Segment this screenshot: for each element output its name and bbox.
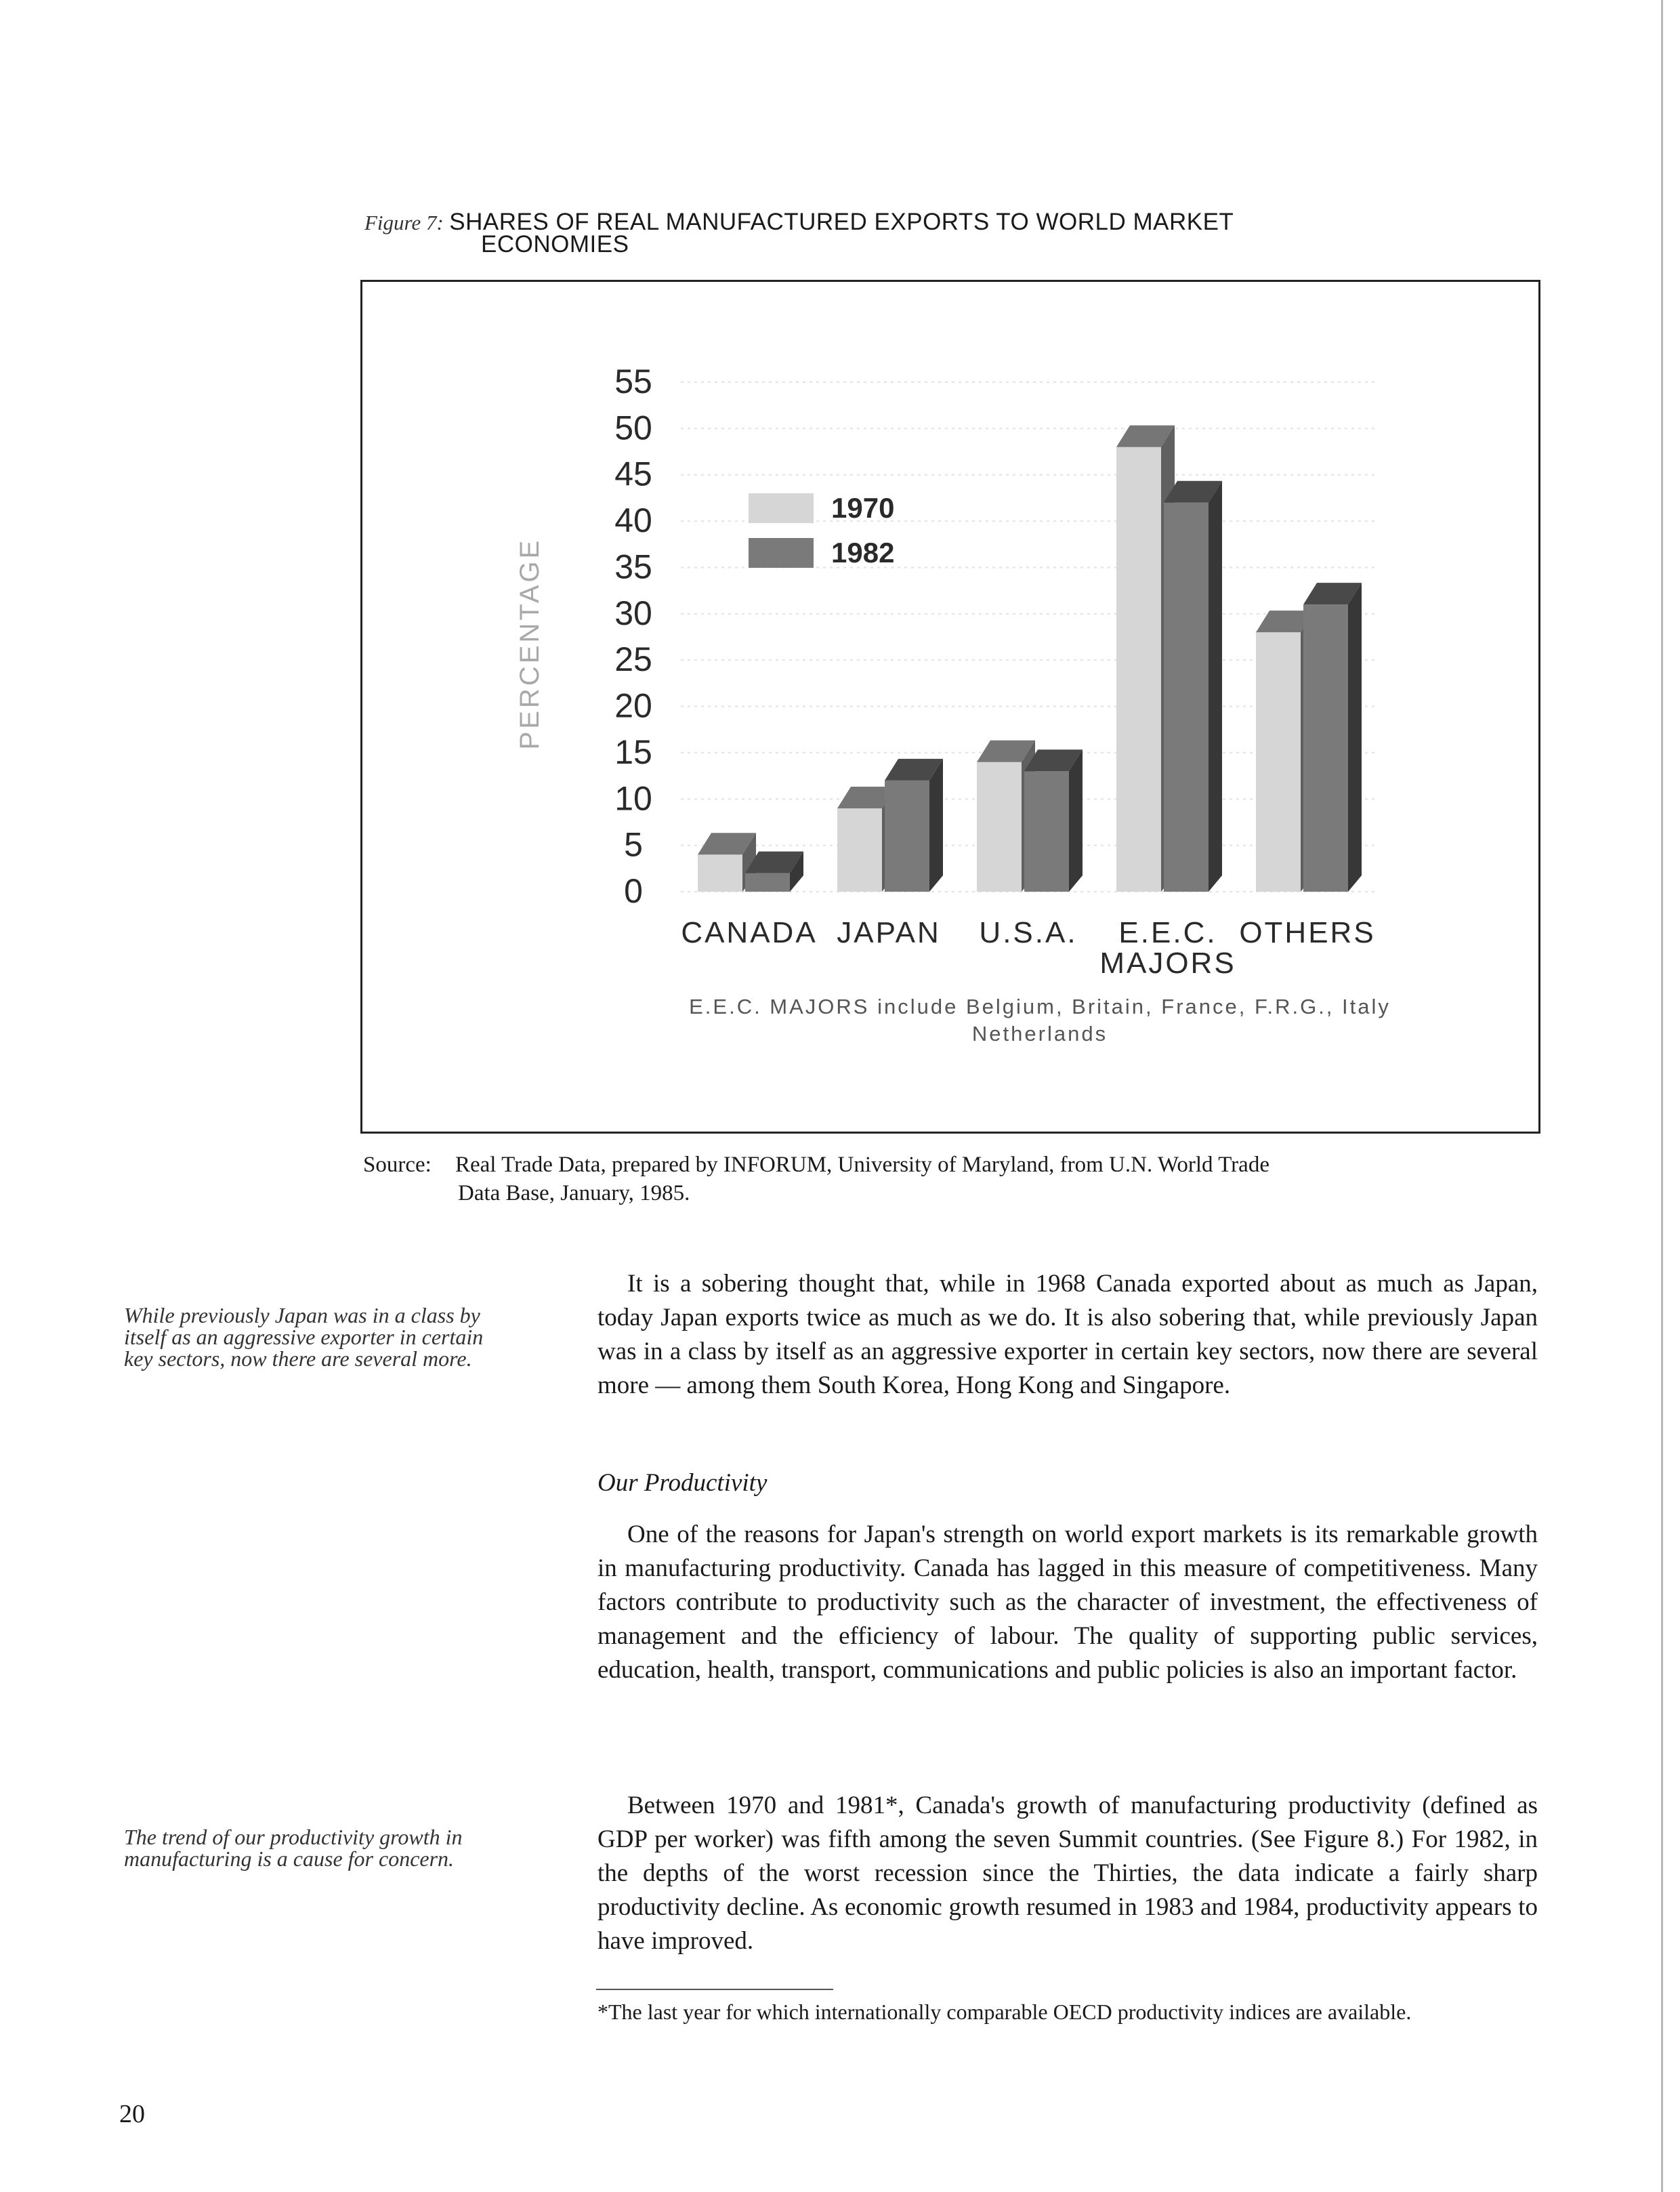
body-paragraph: It is a sobering thought that, while in 1968 Canada exported about as much as Japan, today Japan exports twice as much as we do. It is also sobering that, while previously Japan was in a class by itself as an aggressive exporter in certain key sectors, now there are several more — among them South Korea, Hong Kong and Singapore.	[597, 1270, 1538, 1399]
y-tick-label: 50	[614, 409, 652, 447]
figure-title: SHARES OF REAL MANUFACTURED EXPORTS TO WORLD MARKET	[449, 209, 1234, 235]
page-edge-line	[1661, 0, 1663, 2192]
bar-front	[745, 873, 790, 892]
x-category-label: CANADA	[681, 916, 818, 949]
figure-source	[363, 1151, 1515, 1207]
figure-caption	[364, 211, 1381, 255]
body-paragraph: Between 1970 and 1981*, Canada's growth of manufacturing productivity (defined as GDP per worker) was fifth among the seven Summit countries. (See Figure 8.) For 1982, in the depths of the worst recession since the Thirties, the data indicate a fairly sharp productivity decline. As economic growth resumed in 1983 and 1984, productivity appears to have improved.	[597, 1792, 1538, 1955]
legend-label: 1982	[831, 537, 895, 568]
y-tick-label: 35	[614, 547, 652, 586]
chart-frame	[360, 280, 1540, 1134]
y-tick-label: 40	[614, 501, 652, 540]
bar-side	[1209, 481, 1222, 892]
y-tick-label: 15	[614, 732, 652, 771]
legend-swatch	[749, 493, 814, 523]
x-category-label: OTHERS	[1239, 916, 1376, 949]
x-category-label: U.S.A.	[979, 916, 1078, 949]
bar-front	[885, 781, 929, 892]
y-tick-label: 25	[614, 640, 652, 679]
bar-front	[1024, 771, 1069, 892]
y-tick-label: 55	[614, 363, 652, 400]
y-tick-label: 10	[614, 779, 652, 818]
bar-front	[977, 762, 1022, 892]
bar-front	[1116, 447, 1161, 892]
page-number: 20	[119, 2100, 145, 2128]
bar-front	[698, 854, 742, 892]
x-category-label: MAJORS	[1099, 947, 1236, 980]
body-paragraph: One of the reasons for Japan's strength on world export markets is its remarkable growth in manufacturing productivity. Canada has lagged in this measure of competitiveness. Many factors contribute to productivity such as the character of investment, the effectiveness of management and the efficiency of labour. The quality of supporting public services, education, health, transport, communications and public policies is also an important factor.	[597, 1521, 1538, 1684]
bar-side	[929, 759, 943, 892]
bar-side	[1069, 749, 1083, 892]
source-text-continued: Data Base, January, 1985.	[458, 1181, 690, 1205]
chart-note: Netherlands	[971, 1022, 1108, 1046]
footnote-rule	[596, 1989, 833, 1990]
y-tick-label: 0	[624, 872, 643, 910]
figure-title-continued: ECONOMIES	[481, 231, 629, 257]
source-label: Source:	[363, 1153, 432, 1177]
x-category-label: E.E.C.	[1118, 916, 1217, 949]
footnote: *The last year for which internationally comparable OECD productivity indices are available.	[597, 2000, 1412, 2024]
bar-front	[1256, 632, 1301, 892]
chart-note: E.E.C. MAJORS include Belgium, Britain, France, F.R.G., Italy	[689, 995, 1391, 1018]
bar-front	[837, 808, 882, 892]
bar-chart	[362, 282, 1538, 1132]
y-axis-label: PERCENTAGE	[515, 537, 545, 750]
y-tick-label: 45	[614, 455, 652, 493]
bar-front	[1164, 503, 1209, 892]
legend-swatch	[749, 538, 814, 568]
y-tick-label: 30	[614, 594, 652, 632]
legend-label: 1970	[831, 492, 895, 524]
y-tick-label: 5	[624, 825, 643, 864]
section-heading: Our Productivity	[597, 1469, 768, 1497]
source-text: Real Trade Data, prepared by INFORUM, University of Maryland, from U.N. World Trade	[455, 1153, 1269, 1177]
y-tick-label: 20	[614, 686, 652, 725]
bar-side	[1348, 583, 1362, 892]
x-category-label: JAPAN	[837, 916, 941, 949]
bar-front	[1303, 604, 1348, 892]
margin-note: The trend of our productivity growth in manufacturing is a cause for concern.	[124, 1825, 463, 1871]
figure-label: Figure 7:	[364, 211, 444, 234]
margin-note: While previously Japan was in a class by itself as an aggressive exporter in certain key sectors, now there are several more.	[124, 1303, 484, 1371]
